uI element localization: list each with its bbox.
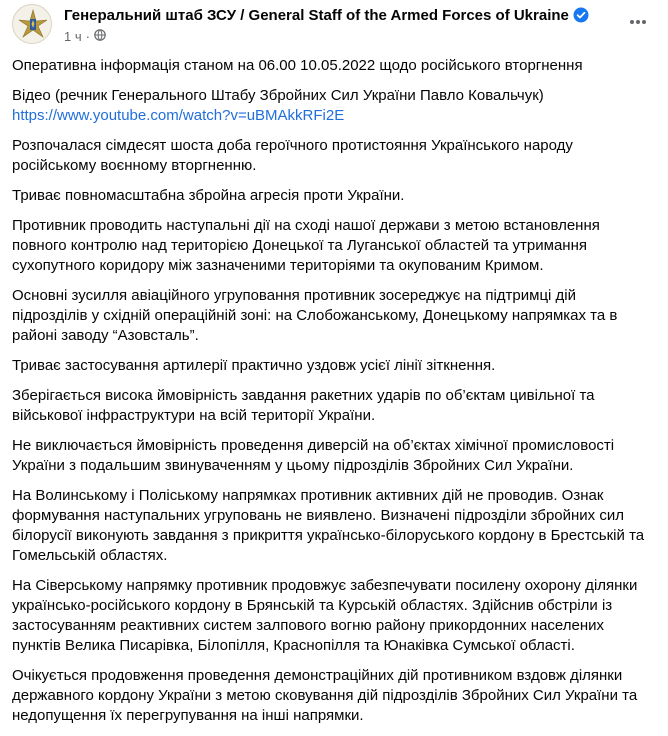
paragraph-6: Основні зусилля авіаційного угруповання противник зосереджує на підтримці дій підрозділів у східній операційній зоні: на Слобожанському, Донецькому напрямках та в районі заводу “Азовсталь”. [12,287,618,344]
video-line: Відео (речник Генерального Штабу Збройних Сил України Павло Ковальчук) [12,87,544,104]
paragraph-9: Не виключається ймовірність проведення диверсій на об’єктах хімічної промисловості України з подальшим звинуваченням у цьому підрозділів Збройних Сил України. [12,437,615,474]
post-meta [64,29,106,44]
video-link[interactable]: https://www.youtube.com/watch?v=uBMAkkRFi2E [12,107,345,124]
page-name[interactable]: Генеральний штаб ЗСУ / General Staff of the Armed Forces of Ukraine [64,7,569,24]
paragraph-10: На Волинському і Поліському напрямках противник активних дій не проводив. Ознак формування наступальних угруповань не виявлено. Визначені підрозділи збройних сил білорусії виконують завдання з прикриття українсько-білоруського кордону в Брестській та Гомельській областях. [12,487,645,564]
emblem-icon [13,5,52,44]
post-time[interactable]: 1 ч [64,29,82,44]
post-body [12,56,652,736]
avatar[interactable] [12,4,52,44]
more-options-button[interactable] [620,4,656,40]
paragraph-11: На Сіверському напрямку противник продовжує забезпечувати посилену охорону ділянки українсько-російського кордону в Брянській та Курській областях. Здійснив обстріли із застосуванням реактивних систем залпового вогню району прикордонних населених пунктів Велика Писарівка, Білопілля, Краснопілля та Юнаківка Сумської області. [12,577,638,654]
page-name-link[interactable] [64,7,589,27]
paragraph-5: Противник проводить наступальні дії на сході нашої держави з метою встановлення повного контролю над територією Донецької та Луганської областей та утримання сухопутного коридору між зазначеними територіями та окупованим Кримом. [12,217,600,274]
globe-icon[interactable] [94,29,106,44]
paragraph-12: Очікується продовження проведення демонстраційних дій противником вздовж ділянки державного кордону України з метою сковування дій підрозділів Збройних Сил України та недопущення їх перегрупування на інші напрямки. [12,667,638,724]
paragraph-video [12,86,652,126]
paragraph-1: Оперативна інформація станом на 06.00 10.05.2022 щодо російського вторгнення [12,57,583,74]
paragraph-4: Триває повномасштабна збройна агресія проти України. [12,187,405,204]
more-options-icon [628,12,648,32]
post-header [12,4,656,48]
paragraph-8: Зберігається висока ймовірність завдання ракетних ударів по об’єктам цивільної та військової інфраструктури на всій території України. [12,387,595,424]
meta-separator: · [85,29,90,44]
paragraph-7: Триває застосування артилерії практично уздовж усієї лінії зіткнення. [12,357,496,374]
verified-badge-icon [573,7,589,27]
paragraph-3: Розпочалася сімдесят шоста доба героїчного протистояння Українського народу російському воєнному вторгненню. [12,137,573,174]
